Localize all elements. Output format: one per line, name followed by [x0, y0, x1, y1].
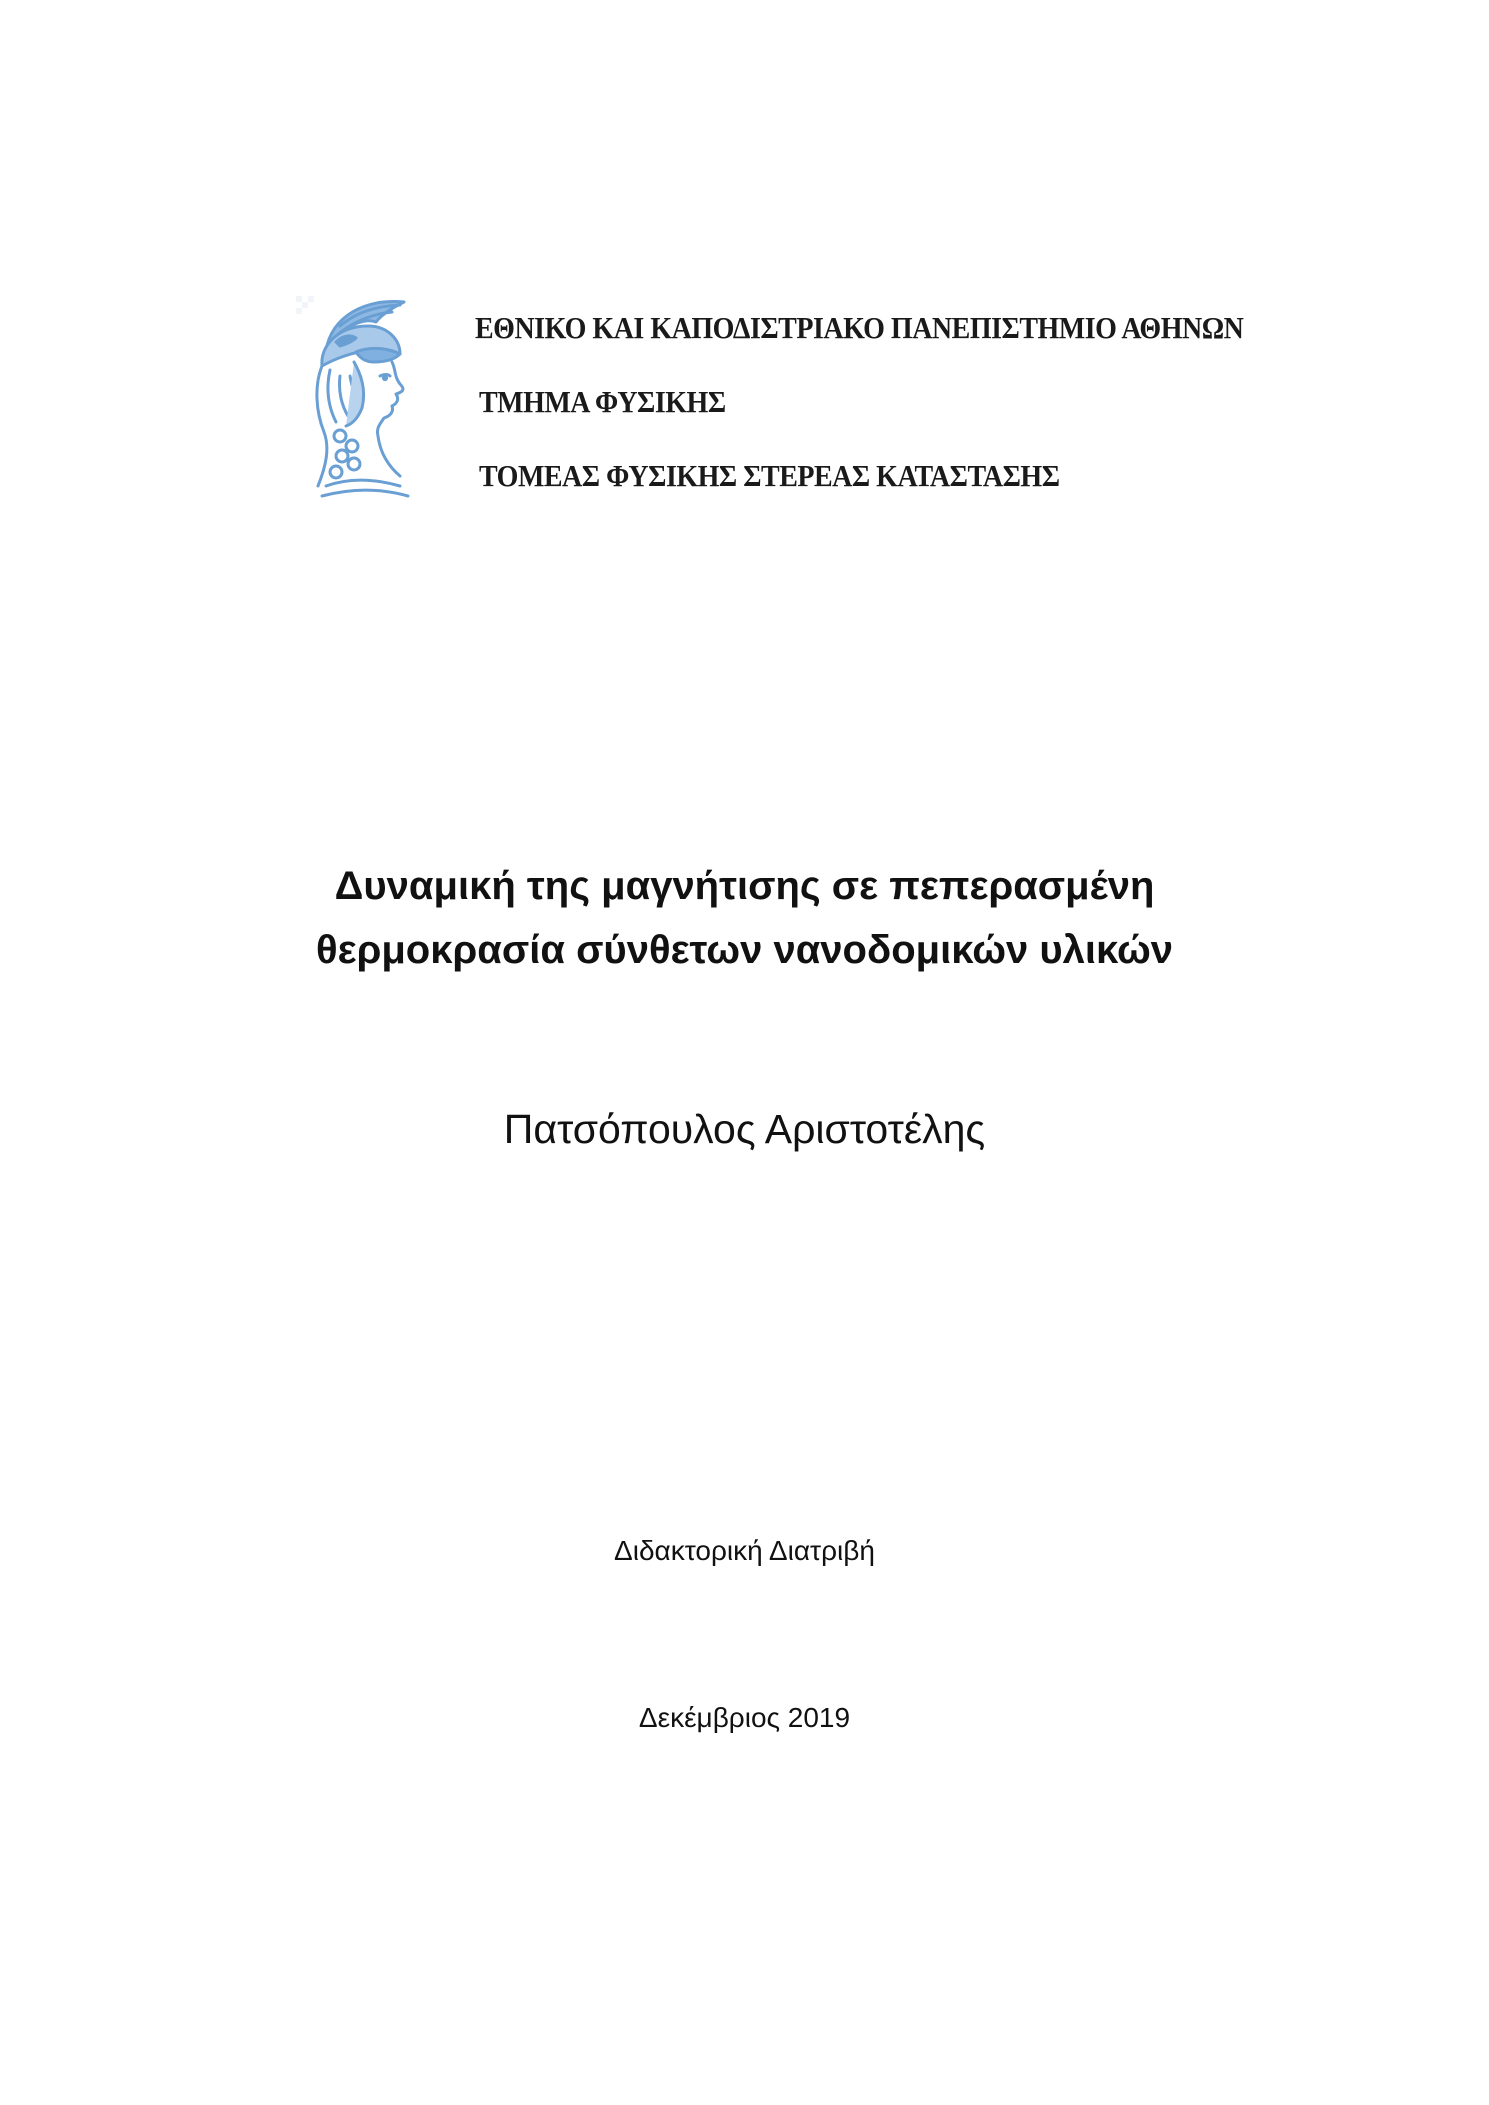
author-name: Πατσόπουλος Αριστοτέλης — [503, 1106, 986, 1152]
thesis-title-line-1: Δυναμική της μαγνήτισης σε πεπερασμένη — [334, 864, 1155, 908]
document-date: Δεκέμβριος 2019 — [638, 1702, 851, 1733]
department-name: ΤΜΗΜΑ ΦΥΣΙΚΗΣ — [479, 386, 726, 420]
thesis-title-line-2: θερμοκρασία σύνθετων νανοδομικών υλικών — [315, 928, 1174, 972]
document-type: Διδακτορική Διατριβή — [614, 1535, 875, 1566]
section-name: ΤΟΜΕΑΣ ΦΥΣΙΚΗΣ ΣΤΕΡΕΑΣ ΚΑΤΑΣΤΑΣΗΣ — [479, 460, 1060, 494]
university-name: ΕΘΝΙΚΟ ΚΑΙ ΚΑΠΟΔΙΣΤΡΙΑΚΟ ΠΑΝΕΠΙΣΤΗΜΙΟ ΑΘΗΝΩΝ — [475, 312, 1244, 346]
athena-head-logo-icon — [296, 296, 426, 501]
thesis-title — [0, 854, 1489, 982]
